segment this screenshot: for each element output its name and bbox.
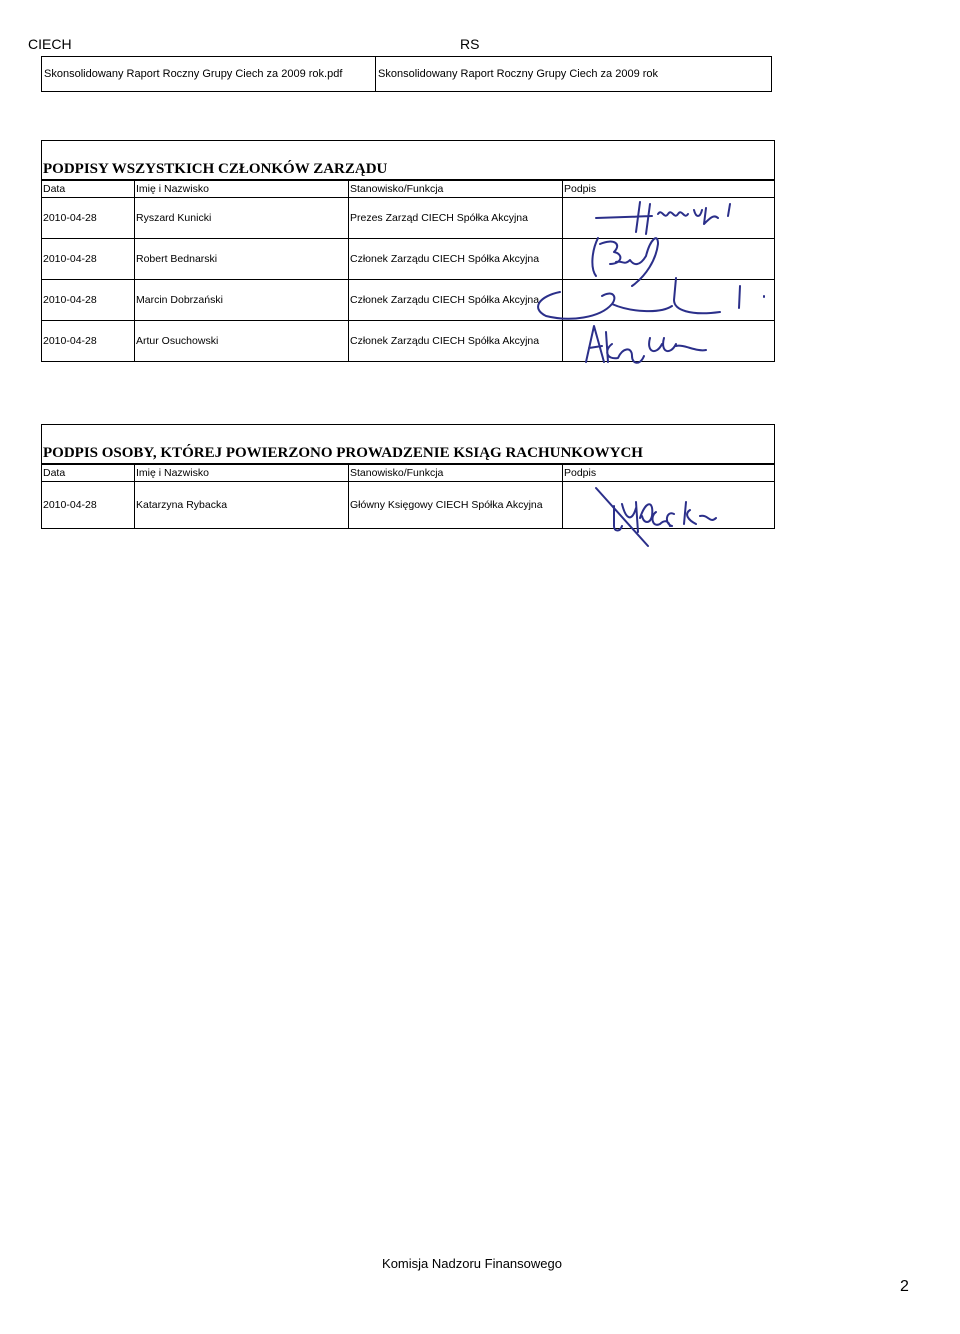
column-header-signature: Podpis (563, 180, 775, 198)
column-header-name: Imię i Nazwisko (135, 464, 349, 482)
row-date: 2010-04-28 (42, 482, 135, 529)
row-position: Członek Zarządu CIECH Spółka Akcyjna (349, 239, 563, 280)
board-section-title: PODPISY WSZYSTKICH CZŁONKÓW ZARZĄDU (42, 141, 775, 181)
row-name: Ryszard Kunicki (135, 198, 349, 239)
signature-osuchowski (586, 326, 706, 363)
report-file-name: Skonsolidowany Raport Roczny Grupy Ciech za 2009 rok.pdf (42, 57, 376, 91)
column-header-position: Stanowisko/Funkcja (349, 464, 563, 482)
column-header-date: Data (42, 180, 135, 198)
signature-rybacka (596, 488, 716, 546)
handwritten-signatures (0, 0, 960, 600)
report-type-header: RS (460, 36, 480, 52)
footer-authority: Komisja Nadzoru Finansowego (382, 1256, 562, 1271)
row-position: Członek Zarządu CIECH Spółka Akcyjna (349, 280, 563, 321)
row-name: Marcin Dobrzański (135, 280, 349, 321)
row-name: Robert Bednarski (135, 239, 349, 280)
signature-dobrzanski (538, 278, 764, 319)
row-name: Artur Osuchowski (135, 321, 349, 362)
signature-kunicki (596, 202, 730, 234)
row-name: Katarzyna Rybacka (135, 482, 349, 529)
row-position: Prezes Zarząd CIECH Spółka Akcyjna (349, 198, 563, 239)
row-date: 2010-04-28 (42, 239, 135, 280)
row-date: 2010-04-28 (42, 321, 135, 362)
column-header-name: Imię i Nazwisko (135, 180, 349, 198)
row-position: Główny Księgowy CIECH Spółka Akcyjna (349, 482, 563, 529)
row-date: 2010-04-28 (42, 198, 135, 239)
row-position: Członek Zarządu CIECH Spółka Akcyjna (349, 321, 563, 362)
report-title: Skonsolidowany Raport Roczny Grupy Ciech za 2009 rok (378, 68, 659, 80)
accounting-section-title: PODPIS OSOBY, KTÓREJ POWIERZONO PROWADZENIE KSIĄG RACHUNKOWYCH (42, 425, 775, 465)
column-header-position: Stanowisko/Funkcja (349, 180, 563, 198)
column-header-signature: Podpis (563, 464, 775, 482)
company-header: CIECH (28, 36, 72, 52)
row-date: 2010-04-28 (42, 280, 135, 321)
signature-bednarski (592, 238, 658, 286)
page-number: 2 (900, 1278, 909, 1295)
column-header-date: Data (42, 464, 135, 482)
